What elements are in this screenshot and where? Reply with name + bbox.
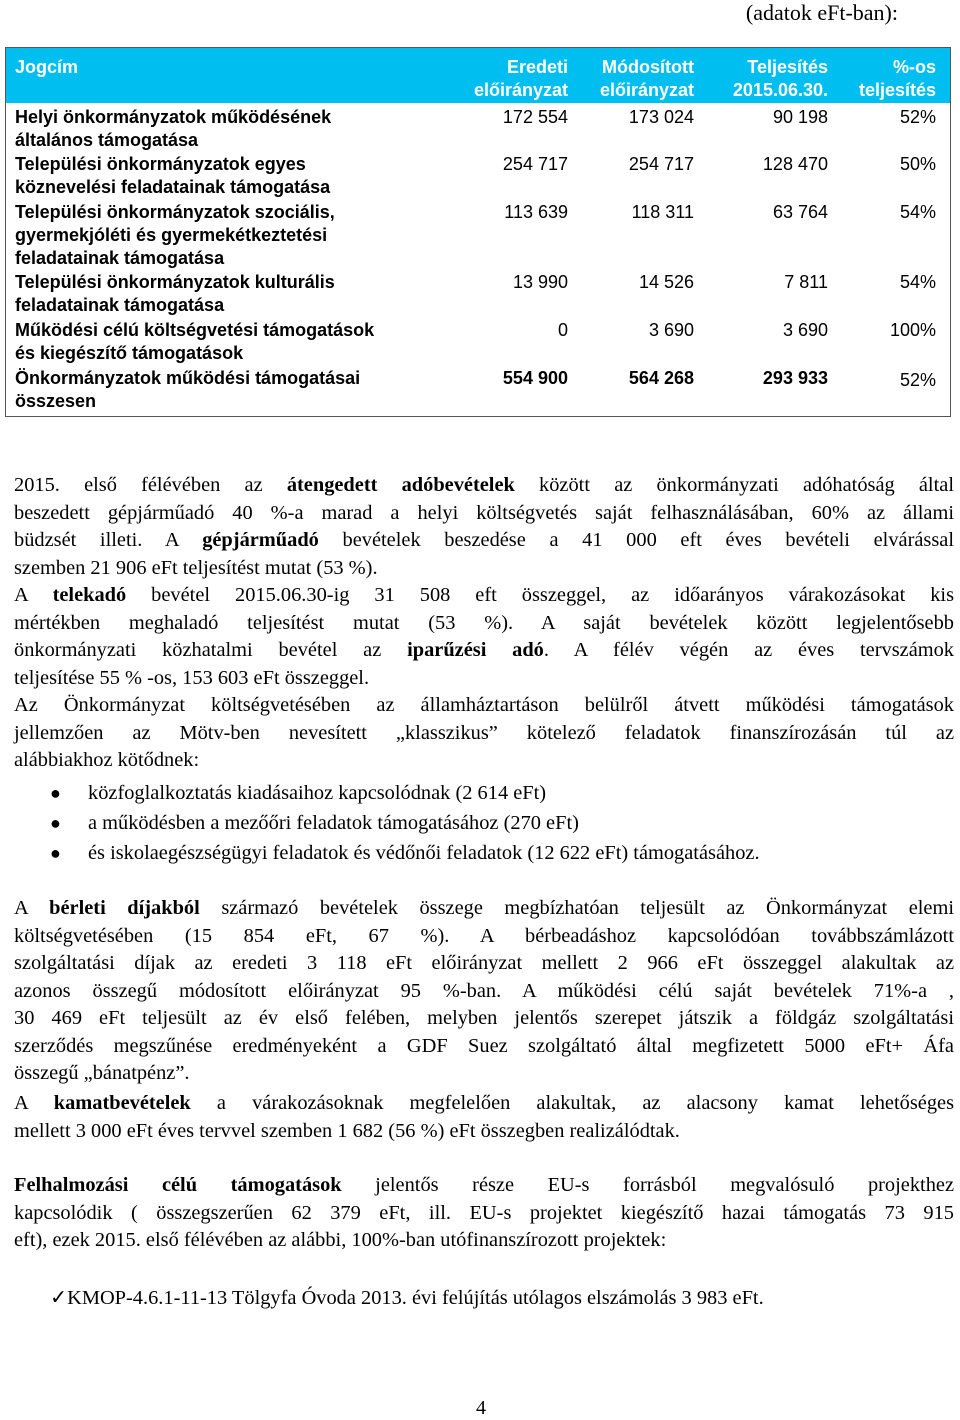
table-cell-szazalek: 54% (899, 202, 936, 222)
table-cell-teljesites: 90 198 (772, 107, 828, 127)
table-cell-eredeti: 554 900 (502, 368, 568, 388)
table-cell-teljesites: 3 690 (782, 320, 828, 340)
table-row-label: Működési célú költségvetési támogatások és kiegészítő támogatások (15, 320, 375, 363)
paragraph-kamatbevetelek: A kamatbevételek a várakozásoknak megfelelően alakultak, az alacsony kamat lehetőséges mellett 3 000 eFt éves tervvel szemben 1 682 (56 %) eFt összegben realizálódtak. (14, 1092, 954, 1142)
table-row-label: Helyi önkormányzatok működésének általános támogatása (15, 107, 332, 150)
table-cell-modositott: 3 690 (648, 320, 694, 340)
table-cell-modositott: 254 717 (628, 154, 694, 174)
table-row-label: Települési önkormányzatok egyes köznevelési feladatainak támogatása (15, 154, 331, 197)
paragraph-gepjarmuado: 2015. első félévében az átengedett adóbevételek között az önkormányzati adóhatóság által beszedett gépjárműadó 40 %-a marad a helyi költségvetés saját felhasználásában, 60% az állami büdzsét illeti. A gépjárműadó bevételek beszedése a 41 000 eft éves bevételi elvárással szemben 21 906 eFt teljesítést mutat (53 %). (14, 474, 955, 579)
table-cell-modositott: 564 268 (628, 368, 694, 388)
table-cell-modositott: 14 526 (638, 272, 694, 292)
paragraph-berleti-dijak: A bérleti díjakból származó bevételek összege megbízhatóan teljesült az Önkormányzat elemi költségvetésében (15 854 eFt, 67 %). A bérbeadáshoz kapcsolódóan továbbszámlázott szolgáltatási díjak az eredeti 3 118 eFt előirányzat mellett 2 966 eFt összeggel alakultak az azonos összegű módosított előirányzat 95 %-ban. A működési célú saját bevételek 71%-a , 30 469 eFt teljesült az év első felében, melyben jelentős szerepet játszik a földgáz szolgáltatási szerződés megszűnése eredményeként a GDF Suez szolgáltató által megfizetett 5000 eFt+ Áfa összegű „bánatpénz”. (14, 897, 954, 1084)
header-modositott: Módosított előirányzat (599, 57, 694, 100)
table-row-label: Települési önkormányzatok kulturális feladatainak támogatása (15, 272, 335, 315)
table-cell-teljesites: 293 933 (762, 368, 828, 388)
table-cell-szazalek: 54% (899, 272, 936, 292)
unit-note: (adatok eFt-ban): (745, 0, 898, 25)
table-cell-modositott: 118 311 (631, 202, 694, 222)
bullet-icon: ● (50, 813, 61, 833)
table-header-row (6, 48, 950, 103)
table-cell-eredeti: 13 990 (512, 272, 568, 292)
table-cell-eredeti: 254 717 (502, 154, 568, 174)
paragraph-felhalmozasi: Felhalmozási célú támogatások jelentős része EU-s forrásból megvalósuló projekthez kapcsolódik ( összegszerűen 62 379 eFt, ill. EU-s projektet kiegészítő hazai támogatás 73 915 eft), ezek 2015. első félévében az alábbi, 100%-ban utófinanszírozott projektek: (14, 1174, 954, 1251)
header-jogcim: Jogcím (15, 57, 79, 77)
table-cell-teljesites: 128 470 (762, 154, 828, 174)
table-cell-eredeti: 172 554 (502, 107, 568, 127)
page-number: 4 (476, 1397, 486, 1419)
table-cell-szazalek: 50% (899, 154, 936, 174)
table-cell-eredeti: 113 639 (504, 202, 568, 222)
table-row-label: Települési önkormányzatok szociális, gyermekjóléti és gyermekétkeztetési feladatainak támogatása (15, 202, 335, 268)
table-cell-szazalek: 52% (899, 370, 936, 390)
table-row-label: Önkormányzatok működési támogatásai összesen (15, 368, 361, 411)
bullet-icon: ● (50, 843, 61, 863)
header-szazalek: %-os teljesítés (858, 57, 936, 100)
checkmark-icon: ✓ (50, 1287, 68, 1309)
table-cell-eredeti: 0 (557, 320, 568, 340)
table-cell-modositott: 173 024 (628, 107, 694, 127)
project-list-item: ✓KMOP-4.6.1-11-13 Tölgyfa Óvoda 2013. évi felújítás utólagos elszámolás 3 983 eFt. (50, 1287, 764, 1309)
header-eredeti: Eredeti előirányzat (473, 57, 568, 100)
header-teljesites: Teljesítés 2015.06.30. (732, 57, 828, 100)
paragraph-telekado: A telekadó bevétel 2015.06.30-ig 31 508 eft összeggel, az időarányos várakozásokat kis mértékben meghaladó teljesítést mutat (53 %). A saját bevételek között legjelentősebb önkormányzati közhatalmi bevétel az iparűzési adó. A félév végén az éves tervszámok teljesítése 55 % -os, 153 603 eFt összeggel. (14, 584, 955, 689)
table-cell-szazalek: 100% (889, 320, 936, 340)
support-table (5, 47, 951, 417)
bullet-icon: ● (50, 783, 61, 803)
paragraph-mukodesi-tamogatasok: Az Önkormányzat költségvetésében az államháztartáson belülről átvett működési támogatások jellemzően az Mötv-ben nevesített „klasszikus” kötelező feladatok finanszírozásán túl az alábbiakhoz kötődnek: (14, 694, 954, 771)
table-cell-szazalek: 52% (899, 107, 936, 127)
table-cell-teljesites: 7 811 (784, 272, 828, 292)
table-body (6, 103, 950, 416)
table-cell-teljesites: 63 764 (772, 202, 828, 222)
